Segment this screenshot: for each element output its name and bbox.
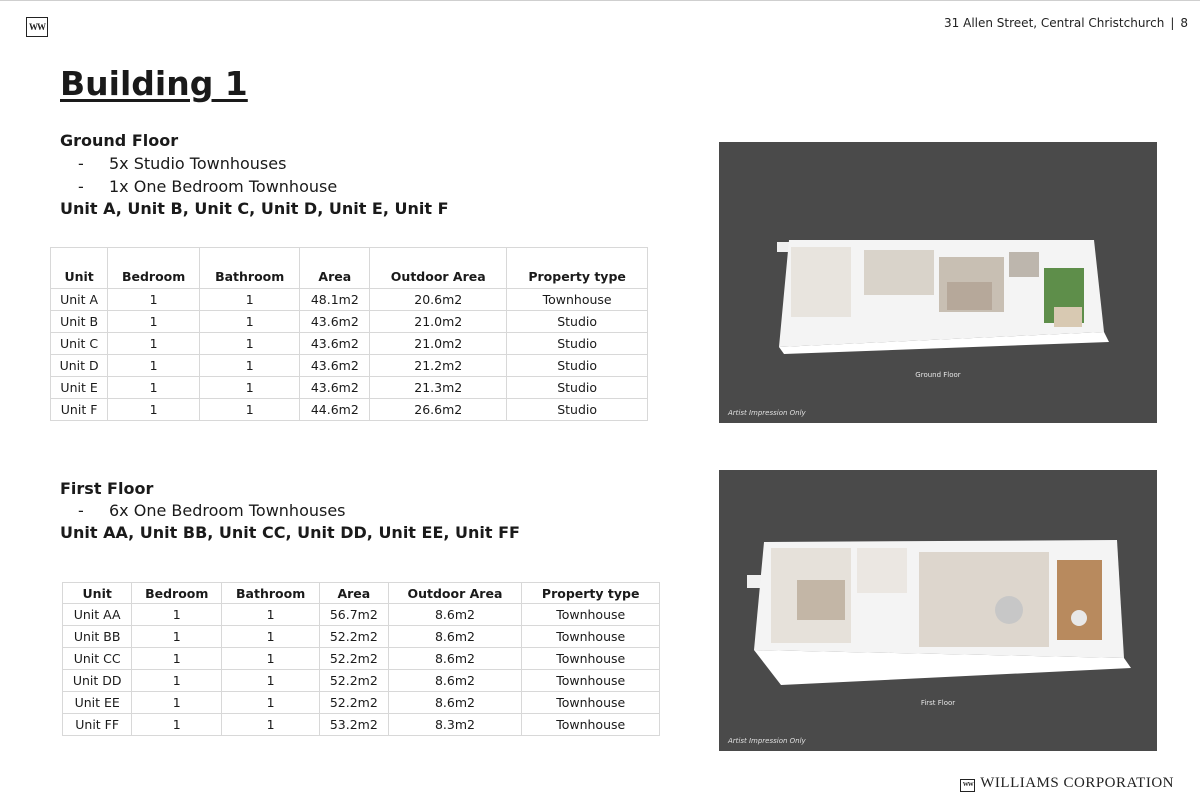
table-cell: 1: [200, 377, 300, 399]
table-cell: Unit EE: [63, 692, 132, 714]
table-cell: 1: [222, 692, 320, 714]
table-row: [51, 355, 648, 377]
table-cell: 43.6m2: [300, 377, 370, 399]
footer-brand: [960, 775, 1174, 792]
table-cell: 52.2m2: [320, 692, 388, 714]
address-text: 31 Allen Street, Central Christchurch: [944, 16, 1165, 30]
ground-floor-units: Unit A, Unit B, Unit C, Unit D, Unit E, Unit F: [60, 199, 449, 218]
table-cell: Unit CC: [63, 648, 132, 670]
table-cell: 21.0m2: [370, 333, 507, 355]
table-cell: Studio: [507, 377, 648, 399]
table-cell: 1: [222, 626, 320, 648]
table-cell: 1: [108, 377, 200, 399]
table-header-row: [51, 248, 648, 289]
table-row: [63, 670, 660, 692]
table-cell: 8.6m2: [388, 604, 522, 626]
table-row: [51, 311, 648, 333]
table-cell: 1: [200, 355, 300, 377]
table-cell: 8.6m2: [388, 692, 522, 714]
table-header-row: [63, 583, 660, 604]
table-cell: Townhouse: [522, 648, 660, 670]
first-floor-table: [62, 582, 660, 736]
table-cell: Studio: [507, 355, 648, 377]
column-header: Bathroom: [200, 248, 300, 289]
plan-disclaimer: Artist Impression Only: [728, 409, 806, 417]
table-cell: 21.2m2: [370, 355, 507, 377]
table-cell: 1: [200, 399, 300, 421]
table-cell: 1: [132, 626, 222, 648]
column-header: Outdoor Area: [370, 248, 507, 289]
ground-floor-bullet: - 5x Studio Townhouses: [78, 154, 287, 173]
table-cell: 1: [108, 333, 200, 355]
table-cell: Studio: [507, 399, 648, 421]
table-row: [51, 399, 648, 421]
table-cell: Townhouse: [507, 289, 648, 311]
brand-logo-icon: WW: [960, 779, 975, 792]
page-header: [944, 16, 1188, 30]
table-cell: 1: [200, 333, 300, 355]
table-cell: Unit F: [51, 399, 108, 421]
column-header: Unit: [63, 583, 132, 604]
first-floor-heading: First Floor: [60, 479, 154, 498]
column-header: Bedroom: [108, 248, 200, 289]
table-cell: 52.2m2: [320, 648, 388, 670]
table-cell: 53.2m2: [320, 714, 388, 736]
table-cell: Unit E: [51, 377, 108, 399]
table-cell: Unit B: [51, 311, 108, 333]
table-cell: 20.6m2: [370, 289, 507, 311]
table-cell: Unit D: [51, 355, 108, 377]
table-cell: 8.6m2: [388, 648, 522, 670]
table-cell: 43.6m2: [300, 355, 370, 377]
table-cell: 8.6m2: [388, 670, 522, 692]
table-row: [63, 648, 660, 670]
table-cell: Townhouse: [522, 626, 660, 648]
column-header: Unit: [51, 248, 108, 289]
table-row: [51, 377, 648, 399]
header-separator: |: [1170, 16, 1175, 30]
ground-floor-heading: Ground Floor: [60, 131, 179, 150]
table-cell: 1: [132, 604, 222, 626]
table-row: [63, 714, 660, 736]
column-header: Area: [320, 583, 388, 604]
brand-name: WILLIAMS CORPORATION: [980, 775, 1174, 791]
bullet-text: 5x Studio Townhouses: [109, 154, 287, 173]
table-cell: 1: [200, 289, 300, 311]
table-cell: 1: [132, 648, 222, 670]
column-header: Property type: [522, 583, 660, 604]
top-divider: [0, 0, 1200, 1]
plan-disclaimer: Artist Impression Only: [728, 737, 806, 745]
column-header: Area: [300, 248, 370, 289]
table-cell: Studio: [507, 333, 648, 355]
table-cell: 1: [222, 714, 320, 736]
table-cell: 21.0m2: [370, 311, 507, 333]
table-cell: 1: [222, 670, 320, 692]
plan-caption: Ground Floor: [915, 371, 961, 379]
table-cell: 8.6m2: [388, 626, 522, 648]
table-cell: Unit C: [51, 333, 108, 355]
table-cell: Unit FF: [63, 714, 132, 736]
table-cell: 56.7m2: [320, 604, 388, 626]
table-cell: Townhouse: [522, 692, 660, 714]
table-cell: 43.6m2: [300, 311, 370, 333]
ground-floor-plan-image: [719, 142, 1157, 423]
table-cell: 52.2m2: [320, 670, 388, 692]
table-cell: 1: [108, 289, 200, 311]
table-row: [51, 289, 648, 311]
table-cell: 8.3m2: [388, 714, 522, 736]
ground-floor-bullet: - 1x One Bedroom Townhouse: [78, 177, 338, 196]
table-cell: Townhouse: [522, 604, 660, 626]
table-cell: Townhouse: [522, 714, 660, 736]
bullet-text: 6x One Bedroom Townhouses: [109, 501, 346, 520]
table-cell: Unit A: [51, 289, 108, 311]
table-row: [63, 626, 660, 648]
floor-plan-drawing: [719, 470, 1157, 751]
table-row: [63, 604, 660, 626]
table-cell: 21.3m2: [370, 377, 507, 399]
table-cell: 26.6m2: [370, 399, 507, 421]
table-cell: 1: [132, 692, 222, 714]
plan-caption: First Floor: [920, 699, 956, 707]
table-cell: 48.1m2: [300, 289, 370, 311]
first-floor-units: Unit AA, Unit BB, Unit CC, Unit DD, Unit EE, Unit FF: [60, 523, 520, 542]
table-cell: 1: [200, 311, 300, 333]
table-cell: 1: [108, 311, 200, 333]
table-cell: 1: [132, 670, 222, 692]
table-cell: 52.2m2: [320, 626, 388, 648]
table-cell: Studio: [507, 311, 648, 333]
table-cell: 43.6m2: [300, 333, 370, 355]
first-floor-plan-image: [719, 470, 1157, 751]
table-row: [63, 692, 660, 714]
table-cell: Townhouse: [522, 670, 660, 692]
table-cell: Unit AA: [63, 604, 132, 626]
table-cell: 1: [108, 355, 200, 377]
table-cell: 1: [108, 399, 200, 421]
bullet-text: 1x One Bedroom Townhouse: [109, 177, 338, 196]
brand-logo-icon: WW: [26, 17, 48, 37]
ground-floor-table: [50, 247, 648, 421]
table-cell: Unit BB: [63, 626, 132, 648]
column-header: Bathroom: [222, 583, 320, 604]
column-header: Property type: [507, 248, 648, 289]
first-floor-bullet: - 6x One Bedroom Townhouses: [78, 501, 346, 520]
table-cell: 1: [132, 714, 222, 736]
table-row: [51, 333, 648, 355]
column-header: Outdoor Area: [388, 583, 522, 604]
column-header: Bedroom: [132, 583, 222, 604]
page-number: 8: [1180, 16, 1188, 30]
table-cell: Unit DD: [63, 670, 132, 692]
table-cell: 44.6m2: [300, 399, 370, 421]
table-cell: 1: [222, 604, 320, 626]
floor-plan-drawing: [719, 142, 1157, 423]
table-cell: 1: [222, 648, 320, 670]
page-title: Building 1: [60, 64, 248, 103]
